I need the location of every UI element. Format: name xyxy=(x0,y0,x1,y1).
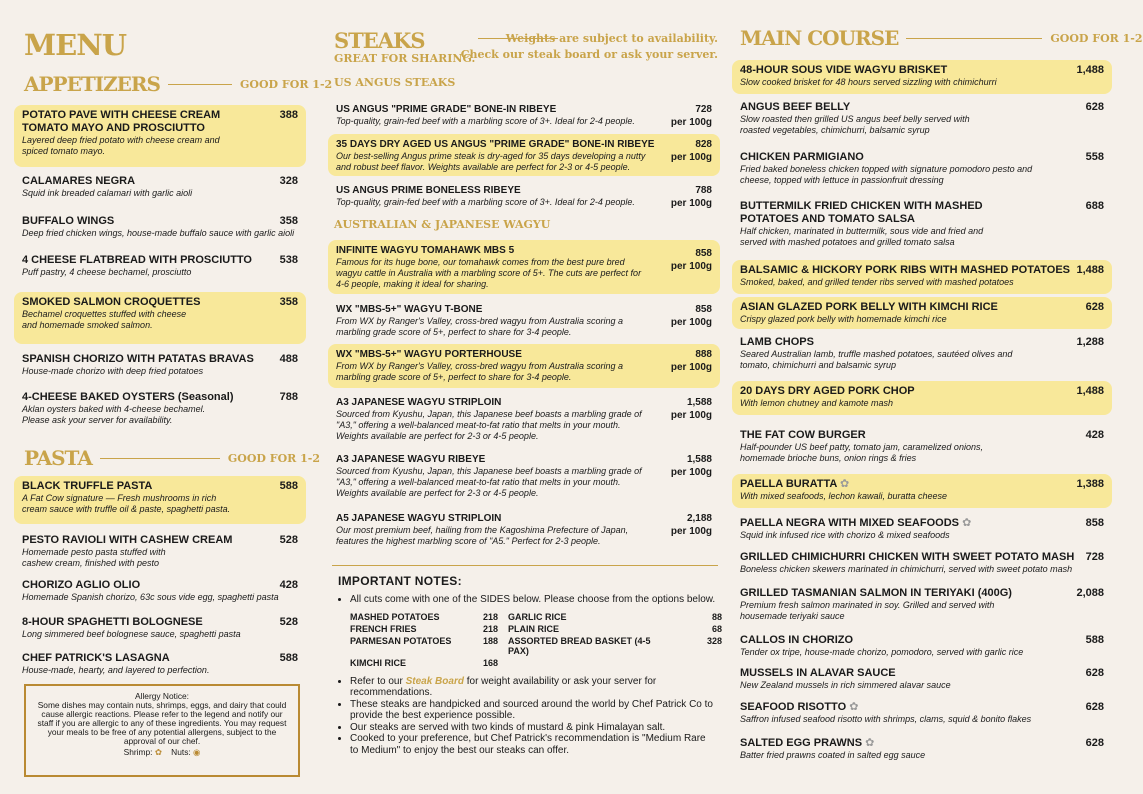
menu-item xyxy=(328,180,720,214)
note-item xyxy=(350,676,716,699)
item-desc: Homemade pesto pasta stuffed with cashew cream, finished with pesto xyxy=(22,547,166,568)
side-price: 188 xyxy=(482,635,498,646)
divider xyxy=(906,38,1042,39)
menu-item xyxy=(732,260,1112,294)
item-name: A3 JAPANESE WAGYU RIBEYE xyxy=(336,454,486,465)
menu-item xyxy=(14,612,306,644)
menu-item xyxy=(328,240,720,294)
menu-item xyxy=(328,134,720,176)
item-desc: House-made, hearty, and layered to perfection. xyxy=(22,665,210,675)
menu-item xyxy=(732,697,1112,729)
menu-item xyxy=(14,575,306,607)
item-name: PAELLA NEGRA WITH MIXED SEAFOODS xyxy=(740,517,959,529)
menu-item xyxy=(14,387,306,430)
item-desc: From WX by Ranger's Valley, cross-bred wagyu from Australia scoring a marbling grade score of 5+, perfect to share for 3-4 people. xyxy=(336,316,623,337)
item-name: SEAFOOD RISOTTO xyxy=(740,701,847,713)
side-price: 328 xyxy=(706,635,722,646)
menu-item xyxy=(732,547,1112,579)
menu-item xyxy=(732,297,1112,329)
pasta-header xyxy=(24,446,320,470)
item-price: 828 xyxy=(695,139,712,150)
item-price: 328 xyxy=(279,175,298,187)
item-name: BUFFALO WINGS xyxy=(22,215,115,227)
item-price: 428 xyxy=(279,579,298,591)
item-name: ANGUS BEEF BELLY xyxy=(740,101,851,113)
item-unit: per 100g xyxy=(670,152,712,163)
divider xyxy=(168,84,232,85)
item-name: PESTO RAVIOLI WITH CASHEW CREAM xyxy=(22,534,233,546)
menu-item xyxy=(328,299,720,342)
item-name: BLACK TRUFFLE PASTA xyxy=(22,480,153,492)
item-price: 528 xyxy=(279,534,298,546)
item-price: 628 xyxy=(1085,301,1104,313)
side-name: GARLIC RICE xyxy=(508,611,567,622)
allergy-text: Some dishes may contain nuts, shrimps, eggs, and dairy that could cause allergic reactions. Please refer to the legend and notify our staff if you are allergic to any of these ingredients. You may request your meals to be free of any potential allergens, subject to the approval of our chef. xyxy=(37,700,287,746)
item-name: POTATO PAVE WITH CHEESE CREAM TOMATO MAYO AND PROSCIUTTO xyxy=(22,109,221,134)
item-desc: New Zealand mussels in rich simmered alavar sauce xyxy=(740,680,951,690)
item-name: US ANGUS PRIME BONELESS RIBEYE xyxy=(336,185,521,196)
side-name: MASHED POTATOES xyxy=(350,611,440,622)
item-price-unit xyxy=(671,247,712,273)
column-left xyxy=(14,0,333,794)
us-angus-title: US ANGUS STEAKS xyxy=(334,76,456,89)
item-desc: Long simmered beef bolognese sauce, spaghetti pasta xyxy=(22,629,241,639)
item-price: 2,088 xyxy=(1076,587,1104,599)
item-price: 688 xyxy=(1085,200,1104,212)
menu-item xyxy=(14,171,306,203)
item-desc: With lemon chutney and kamote mash xyxy=(740,398,893,408)
item-name: 4 CHEESE FLATBREAD WITH PROSCIUTTO xyxy=(22,254,252,266)
appetizers-tag: GOOD FOR 1-2 xyxy=(240,77,333,91)
allergy-notice xyxy=(24,684,300,777)
menu-item xyxy=(14,292,306,344)
item-name: CALAMARES NEGRA xyxy=(22,175,136,187)
item-name: LAMB CHOPS xyxy=(740,336,814,348)
item-desc: Sourced from Kyushu, Japan, this Japanese beef boasts a marbling grade of "A3," offering a well-balanced meat-to-fat ratio that melts in your mouth. Weights available are perfect for 2-3 or 4-5 people. xyxy=(336,409,642,441)
item-name: US ANGUS "PRIME GRADE" BONE-IN RIBEYE xyxy=(336,104,557,115)
side-name: ASSORTED BREAD BASKET (4-5 PAX) xyxy=(508,635,651,656)
appetizers-title: APPETIZERS xyxy=(24,72,160,96)
item-desc: Half chicken, marinated in buttermilk, sous vide and fried and served with mashed potatoes and grilled tomato salsa xyxy=(740,226,984,247)
main-course-title: MAIN COURSE xyxy=(740,26,899,50)
column-right xyxy=(732,0,1143,794)
notes-title: IMPORTANT NOTES: xyxy=(338,574,462,588)
item-name: GRILLED CHIMICHURRI CHICKEN WITH SWEET POTATO MASH xyxy=(740,551,1075,563)
menu-item xyxy=(732,425,1112,468)
item-price: 788 xyxy=(279,391,298,403)
item-name: 4-CHEESE BAKED OYSTERS (Seasonal) xyxy=(22,391,234,403)
steaks-subtitle: GREAT FOR SHARING. xyxy=(334,52,476,65)
menu-item xyxy=(14,211,306,243)
item-price: 488 xyxy=(279,353,298,365)
item-unit: per 100g xyxy=(670,317,712,328)
item-desc: Boneless chicken skewers marinated in chimichurri, served with sweet potato mash xyxy=(740,564,1073,574)
item-desc: Fried baked boneless chicken topped with signature pomodoro pesto and cheese, topped with lettuce in passionfruit dressing xyxy=(740,164,1033,185)
menu-title: MENU xyxy=(24,28,127,62)
item-desc: Squid ink infused rice with chorizo & mixed seafoods xyxy=(740,530,950,540)
item-desc: From WX by Ranger's Valley, cross-bred wagyu from Australia scoring a marbling grade score of 5+, perfect to share for 3-4 people. xyxy=(336,361,623,382)
item-price: 628 xyxy=(1085,737,1104,749)
menu-item xyxy=(14,648,306,680)
main-course-tag: GOOD FOR 1-2 xyxy=(1050,31,1143,45)
nut-icon: ◉ xyxy=(193,747,201,757)
menu-item xyxy=(732,381,1112,415)
menu-item xyxy=(732,147,1112,190)
menu-item xyxy=(732,196,1112,252)
shrimp-icon: ✿ xyxy=(962,517,972,529)
menu-item xyxy=(14,349,306,381)
note-item: • All cuts come with one of the SIDES below. Please choose from the options below. xyxy=(350,594,716,606)
note-text: Refer to our xyxy=(350,675,406,687)
item-name: SPANISH CHORIZO WITH PATATAS BRAVAS xyxy=(22,353,254,365)
menu-item xyxy=(732,332,1112,375)
item-price: 858 xyxy=(695,248,712,259)
item-name: 35 DAYS DRY AGED US ANGUS "PRIME GRADE" BONE-IN RIBEYE xyxy=(336,139,655,150)
item-price: 628 xyxy=(1085,101,1104,113)
menu-item xyxy=(732,474,1112,508)
steaks-note-1: Weights are subject to availability. xyxy=(505,32,718,45)
item-price: 1,488 xyxy=(1076,264,1104,276)
steaks-note-2: Check our steak board or ask your server. xyxy=(460,48,718,61)
main-course-header xyxy=(740,26,1143,50)
pasta-tag: GOOD FOR 1-2 xyxy=(227,451,321,465)
menu-item xyxy=(14,105,306,167)
menu-item xyxy=(732,60,1112,94)
item-name: A3 JAPANESE WAGYU STRIPLOIN xyxy=(336,397,502,408)
item-price: 538 xyxy=(279,254,298,266)
item-price: 858 xyxy=(695,304,712,315)
side-name: KIMCHI RICE xyxy=(350,657,406,668)
item-name: CALLOS IN CHORIZO xyxy=(740,634,854,646)
item-price: 628 xyxy=(1085,701,1104,713)
item-desc: Layered deep fried potato with cheese cream and spiced tomato mayo. xyxy=(22,135,220,156)
item-desc: Smoked, baked, and grilled tender ribs served with mashed potatoes xyxy=(740,277,1014,287)
item-desc: Half-pounder US beef patty, tomato jam, caramelized onions, homemade brioche buns, onion rings & fries xyxy=(740,442,983,463)
sides-table xyxy=(350,611,722,668)
item-name: 20 DAYS DRY AGED PORK CHOP xyxy=(740,385,915,397)
menu-item xyxy=(14,250,306,282)
item-unit: per 100g xyxy=(670,410,712,421)
menu-item xyxy=(14,530,306,573)
item-price: 858 xyxy=(1085,517,1104,529)
wagyu-title: AUSTRALIAN & JAPANESE WAGYU xyxy=(334,218,551,231)
item-name: CHEF PATRICK'S LASAGNA xyxy=(22,652,170,664)
column-middle xyxy=(328,0,720,794)
important-notes xyxy=(336,574,722,756)
item-unit: per 100g xyxy=(670,198,712,209)
side-price: 88 xyxy=(711,611,722,622)
item-name-wrap xyxy=(740,737,874,750)
shrimp-icon: ✿ xyxy=(840,478,850,490)
side-name: FRENCH FRIES xyxy=(350,623,417,634)
pasta-title: PASTA xyxy=(24,446,92,470)
note-item: • Our steaks are served with two kinds of mustard & pink Himalayan salt. xyxy=(350,722,716,734)
appetizers-header xyxy=(24,72,332,96)
item-desc: Sourced from Kyushu, Japan, this Japanese beef boasts a marbling grade of "A3," offering a well-balanced meat-to-fat ratio that melts in your mouth. Weights available are perfect for 2-3 or 4-5 people. xyxy=(336,466,642,498)
item-price: 888 xyxy=(695,349,712,360)
menu-item xyxy=(732,663,1112,695)
item-name: INFINITE WAGYU TOMAHAWK MBS 5 xyxy=(336,245,515,256)
item-price: 428 xyxy=(1085,429,1104,441)
item-name: CHICKEN PARMIGIANO xyxy=(740,151,864,163)
item-price: 1,588 xyxy=(686,397,712,408)
shrimp-icon: ✿ xyxy=(849,701,859,713)
item-desc: Squid ink breaded calamari with garlic aioli xyxy=(22,188,193,198)
allergy-title: Allergy Notice: xyxy=(135,691,189,701)
item-desc: Slow roasted then grilled US angus beef belly served with roasted vegetables, chimichurri, balsamic syrup xyxy=(740,114,970,135)
item-desc: Slow cooked brisket for 48 hours served sizzling with chimichurri xyxy=(740,77,997,87)
item-desc: Our most premium beef, hailing from the Kagoshima Prefecture of Japan, features the highest marbling score of "A5." Perfect for 2-3 people. xyxy=(336,525,629,546)
item-desc: Our best-selling Angus prime steak is dry-aged for 35 days developing a nutty and robust beef flavor. Weights available are perfect for 2-3 or 4-5 people. xyxy=(336,151,646,172)
note-item: • These steaks are handpicked and sourced around the world by Chef Patrick Co to provide the best experience possible. xyxy=(350,699,716,722)
item-name: ASIAN GLAZED PORK BELLY WITH KIMCHI RICE xyxy=(740,301,998,313)
nuts-label: Nuts: xyxy=(171,747,191,757)
shrimp-icon: ✿ xyxy=(154,747,162,757)
menu-item xyxy=(732,733,1112,765)
item-price: 588 xyxy=(1085,634,1104,646)
item-price: 358 xyxy=(279,215,298,227)
item-price: 2,188 xyxy=(686,513,712,524)
item-name: A5 JAPANESE WAGYU STRIPLOIN xyxy=(336,513,502,524)
item-name: MUSSELS IN ALAVAR SAUCE xyxy=(740,667,896,679)
item-unit: per 100g xyxy=(670,467,712,478)
item-name-wrap xyxy=(740,478,849,491)
item-price: 628 xyxy=(1085,667,1104,679)
item-desc: With mixed seafoods, lechon kawali, buratta cheese xyxy=(740,491,948,501)
item-desc: Famous for its huge bone, our tomahawk comes from the best pure bred wagyu cattle in Australia with a marbling score of 5+. The cuts are perfect for 4-6 people, making it ideal for sharing. xyxy=(336,257,642,289)
item-price: 528 xyxy=(279,616,298,628)
menu-item xyxy=(732,97,1112,140)
menu-item xyxy=(14,476,306,524)
note-text: for weight availability or ask your server for recommendations. xyxy=(350,675,657,698)
shrimp-label: Shrimp: xyxy=(123,747,153,757)
menu-item xyxy=(328,99,720,133)
item-price: 1,288 xyxy=(1076,336,1104,348)
item-desc: Tender ox tripe, house-made chorizo, pomodoro, served with garlic rice xyxy=(740,647,1024,657)
item-price: 1,588 xyxy=(686,454,712,465)
item-desc: Aklan oysters baked with 4-cheese bechamel. Please ask your server for availability. xyxy=(22,404,206,425)
item-name: CHORIZO AGLIO OLIO xyxy=(22,579,141,591)
item-desc: Puff pastry, 4 cheese bechamel, prosciutto xyxy=(22,267,192,277)
side-name: PLAIN RICE xyxy=(508,623,560,634)
item-desc: A Fat Cow signature — Fresh mushrooms in rich cream sauce with truffle oil & paste, spaghetti pasta. xyxy=(22,493,231,514)
item-price: 1,388 xyxy=(1076,478,1104,490)
item-desc: Seared Australian lamb, truffle mashed potatoes, sautéed olives and tomato, chimichurri and balsamic syrup xyxy=(740,349,1013,370)
item-desc: Crispy glazed pork belly with homemade kimchi rice xyxy=(740,314,947,324)
item-desc: Batter fried prawns coated in salted egg sauce xyxy=(740,750,926,760)
item-desc: Top-quality, grain-fed beef with a marbling score of 3+. Ideal for 2-4 people. xyxy=(336,116,635,126)
item-name-wrap xyxy=(740,701,858,714)
menu-item xyxy=(732,630,1112,662)
item-price: 1,488 xyxy=(1076,385,1104,397)
item-name: SALTED EGG PRAWNS xyxy=(740,737,863,749)
item-price: 558 xyxy=(1085,151,1104,163)
menu-item xyxy=(328,449,720,503)
item-name: 8-HOUR SPAGHETTI BOLOGNESE xyxy=(22,616,203,628)
item-name: GRILLED TASMANIAN SALMON IN TERIYAKI (400G) xyxy=(740,587,1012,599)
item-price: 588 xyxy=(279,480,298,492)
side-price: 218 xyxy=(482,611,498,622)
divider xyxy=(100,458,220,459)
item-name: PAELLA BURATTA xyxy=(740,478,837,490)
steaks-title: STEAKS xyxy=(334,28,425,53)
item-name: BALSAMIC & HICKORY PORK RIBS WITH MASHED POTATOES xyxy=(740,264,1071,276)
item-unit: per 100g xyxy=(670,117,712,128)
item-price: 728 xyxy=(695,104,712,115)
menu-item xyxy=(328,344,720,388)
item-unit: per 100g xyxy=(670,526,712,537)
note-item: • Cooked to your preference, but Chef Patrick's recommendation is "Medium Rare to Medium" to enjoy the best our steaks can offer. xyxy=(350,733,716,756)
item-price: 788 xyxy=(695,185,712,196)
steak-board-link[interactable]: Steak Board xyxy=(405,675,464,687)
side-price: 68 xyxy=(711,623,722,634)
item-unit: per 100g xyxy=(670,362,712,373)
menu-item xyxy=(328,392,720,446)
item-desc: Saffron infused seafood risotto with shrimps, clams, squid & bonito flakes xyxy=(740,714,1032,724)
item-name: WX "MBS-5+" WAGYU T-BONE xyxy=(336,304,483,315)
item-name-wrap xyxy=(740,517,971,530)
side-name: PARMESAN POTATOES xyxy=(350,635,452,646)
item-unit: per 100g xyxy=(670,261,712,272)
item-name: WX "MBS-5+" WAGYU PORTERHOUSE xyxy=(336,349,522,360)
item-price: 728 xyxy=(1085,551,1104,563)
side-price: 218 xyxy=(482,623,498,634)
item-name: THE FAT COW BURGER xyxy=(740,429,866,441)
item-desc: House-made chorizo with deep fried potatoes xyxy=(22,366,204,376)
item-price: 1,488 xyxy=(1076,64,1104,76)
item-name: 48-HOUR SOUS VIDE WAGYU BRISKET xyxy=(740,64,948,76)
item-name: BUTTERMILK FRIED CHICKEN WITH MASHED POTATOES AND TOMATO SALSA xyxy=(740,200,983,225)
menu-item xyxy=(328,508,720,551)
item-desc: Deep fried chicken wings, house-made buffalo sauce with garlic aioli xyxy=(22,228,295,238)
menu-item xyxy=(732,513,1112,545)
item-desc: Bechamel croquettes stuffed with cheese and homemade smoked salmon. xyxy=(22,309,187,330)
item-desc: Top-quality, grain-fed beef with a marbling score of 3+. Ideal for 2-4 people. xyxy=(336,197,635,207)
item-name: SMOKED SALMON CROQUETTES xyxy=(22,296,201,308)
menu-item xyxy=(732,583,1112,626)
item-price: 588 xyxy=(279,652,298,664)
item-price: 388 xyxy=(279,109,298,121)
item-price: 358 xyxy=(279,296,298,308)
shrimp-icon: ✿ xyxy=(865,737,875,749)
divider xyxy=(332,565,718,566)
item-desc: Homemade Spanish chorizo, 63c sous vide egg, spaghetti pasta xyxy=(22,592,279,602)
side-price: 168 xyxy=(482,657,498,668)
item-desc: Premium fresh salmon marinated in soy. Grilled and served with housemade teriyaki sauce xyxy=(740,600,995,621)
